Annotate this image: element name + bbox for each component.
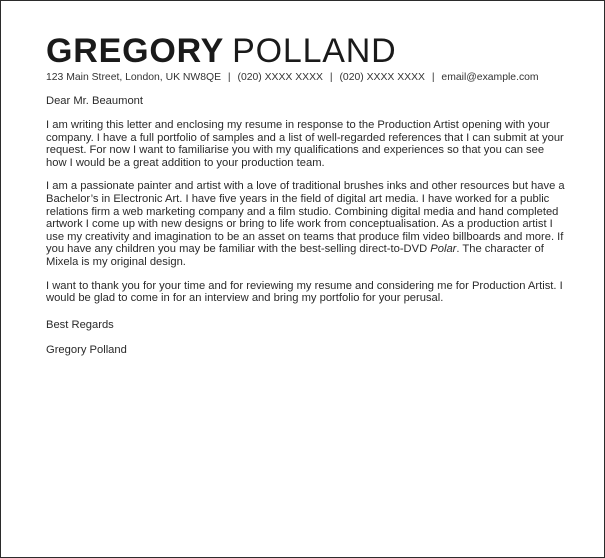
contact-line bbox=[46, 71, 566, 85]
signature-name: Gregory Polland bbox=[46, 343, 127, 356]
film-title: Polar bbox=[430, 243, 457, 256]
paragraph-thanks: I want to thank you for your time and for reviewing my resume and considering me for Production Artist. I would be glad to come in for an interview and bring my portfolio for your perusal. bbox=[46, 279, 563, 305]
contact-address: 123 Main Street, London, UK NW8QE bbox=[46, 72, 221, 83]
contact-separator: | bbox=[329, 72, 333, 83]
salutation: Dear Mr. Beaumont bbox=[46, 95, 143, 107]
paragraph-intro: I am writing this letter and enclosing my resume in response to the Production Artist opening with your company. I have a full portfolio of samples and a list of well-regarded references that I can submit at your request. For now I want to familiarise you with my qualifications and experiences so that you can see how I would be a great addition to your production team. bbox=[46, 119, 564, 169]
closing: Best Regards bbox=[46, 318, 114, 331]
paragraph-experience bbox=[46, 180, 566, 268]
contact-email: email@example.com bbox=[441, 72, 539, 83]
contact-phone-alt: (020) XXXX XXXX bbox=[339, 72, 425, 83]
letter-content bbox=[46, 31, 566, 357]
first-name: GREGORY bbox=[46, 32, 225, 70]
contact-phone: (020) XXXX XXXX bbox=[237, 72, 323, 83]
last-name: POLLAND bbox=[232, 32, 397, 70]
applicant-name bbox=[46, 31, 566, 71]
contact-separator: | bbox=[227, 72, 231, 83]
contact-separator: | bbox=[431, 72, 435, 83]
paragraph-experience-text: I am a passionate painter and artist with a love of traditional brushes inks and other resources but have a Bachelor’s in Electronic Art. I have five years in the field of digital art media. I have worked for a public relations firm a web marketing company and a film studio. Combining digital media and hand completed artwork I come up with new designs or bring to life work from conceptualisation. As a production artist I use my creativity and imagination to be an asset on teams that produce film video billboards and more. If you have any children you may be familiar with the best-selling direct-to-DVD bbox=[46, 180, 565, 256]
paragraph-experience-end: . The character of Mixela is my original design. bbox=[46, 243, 544, 268]
